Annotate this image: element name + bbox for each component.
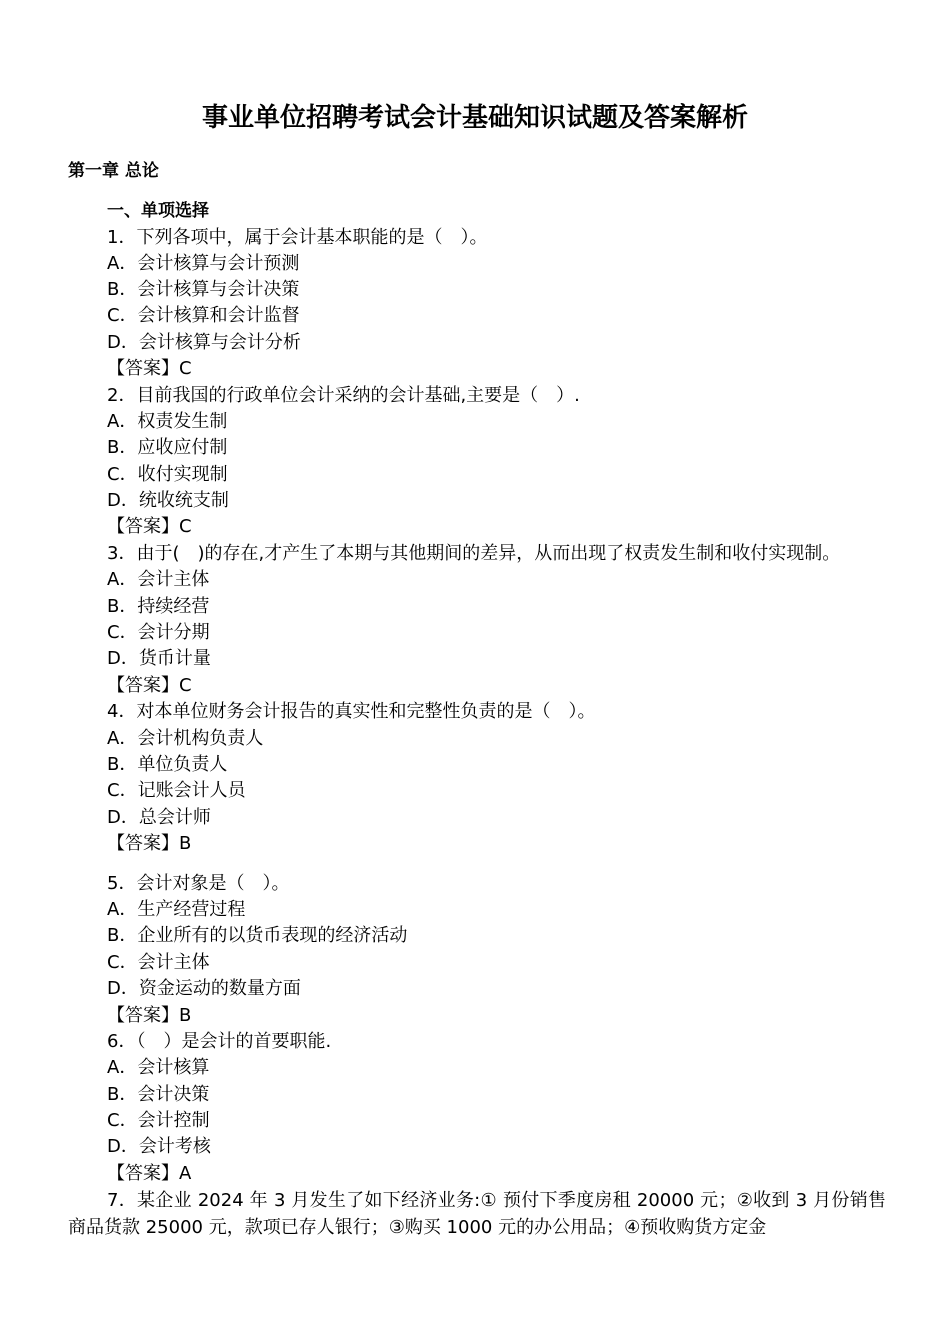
question-stem: 6．（ ）是会计的首要职能. [107, 1031, 332, 1052]
question-stem: 4．对本单位财务会计报告的真实性和完整性负责的是（ ）。 [107, 701, 596, 722]
question-answer: 【答案】C [107, 358, 192, 379]
question-answer: 【答案】B [107, 833, 192, 854]
question-stem: 3．由于( )的存在,才产生了本期与其他期间的差异，从而出现了权责发生制和收付实现制。 [107, 543, 841, 564]
question-stem: 5．会计对象是（ ）。 [107, 873, 290, 894]
question-stem: 1．下列各项中，属于会计基本职能的是（ ）。 [107, 227, 488, 248]
question-option: A．会计核算 [107, 1057, 210, 1078]
question-option: D．会计核算与会计分析 [107, 332, 301, 353]
question-option: C．会计分期 [107, 622, 210, 643]
question-option: D．统收统支制 [107, 490, 229, 511]
question-option: B．持续经营 [107, 596, 210, 617]
question-option: B．会计核算与会计决策 [107, 279, 300, 300]
question-stem: 2．目前我国的行政单位会计采纳的会计基础,主要是（ ）. [107, 385, 580, 406]
chapter-heading: 第一章 总论 [68, 161, 159, 181]
question-option: A．权责发生制 [107, 411, 228, 432]
question-option: A．会计主体 [107, 569, 210, 590]
question-option: D．资金运动的数量方面 [107, 978, 301, 999]
question-answer: 【答案】B [107, 1005, 192, 1026]
question-stem-paragraph: 7．某企业 2024 年 3 月发生了如下经济业务:① 预付下季度房租 20000 元；②收到 3 月份销售商品货款 25000 元，款项已存人银行；③购买 1000 元的办公用品；④预收购货方定金 [68, 1190, 886, 1238]
question-answer: 【答案】C [107, 516, 192, 537]
section-heading: 一、单项选择 [107, 201, 209, 221]
question-option: A．会计机构负责人 [107, 728, 264, 749]
question-option: C．记账会计人员 [107, 780, 246, 801]
question-option: A．会计核算与会计预测 [107, 253, 300, 274]
question-option: D．货币计量 [107, 648, 211, 669]
question-option: B．会计决策 [107, 1084, 210, 1105]
question-option: A．生产经营过程 [107, 899, 246, 920]
question-option: C．收付实现制 [107, 464, 228, 485]
question-answer: 【答案】C [107, 675, 192, 696]
question-option: D．总会计师 [107, 807, 211, 828]
question-answer: 【答案】A [107, 1163, 192, 1184]
question-option: B．企业所有的以货币表现的经济活动 [107, 925, 408, 946]
question-option: B．应收应付制 [107, 437, 228, 458]
document-title: 事业单位招聘考试会计基础知识试题及答案解析 [201, 103, 748, 133]
question-option: D．会计考核 [107, 1136, 211, 1157]
question-option: C．会计核算和会计监督 [107, 305, 300, 326]
question-option: B．单位负责人 [107, 754, 228, 775]
question-option: C．会计控制 [107, 1110, 210, 1131]
question-option: C．会计主体 [107, 952, 210, 973]
